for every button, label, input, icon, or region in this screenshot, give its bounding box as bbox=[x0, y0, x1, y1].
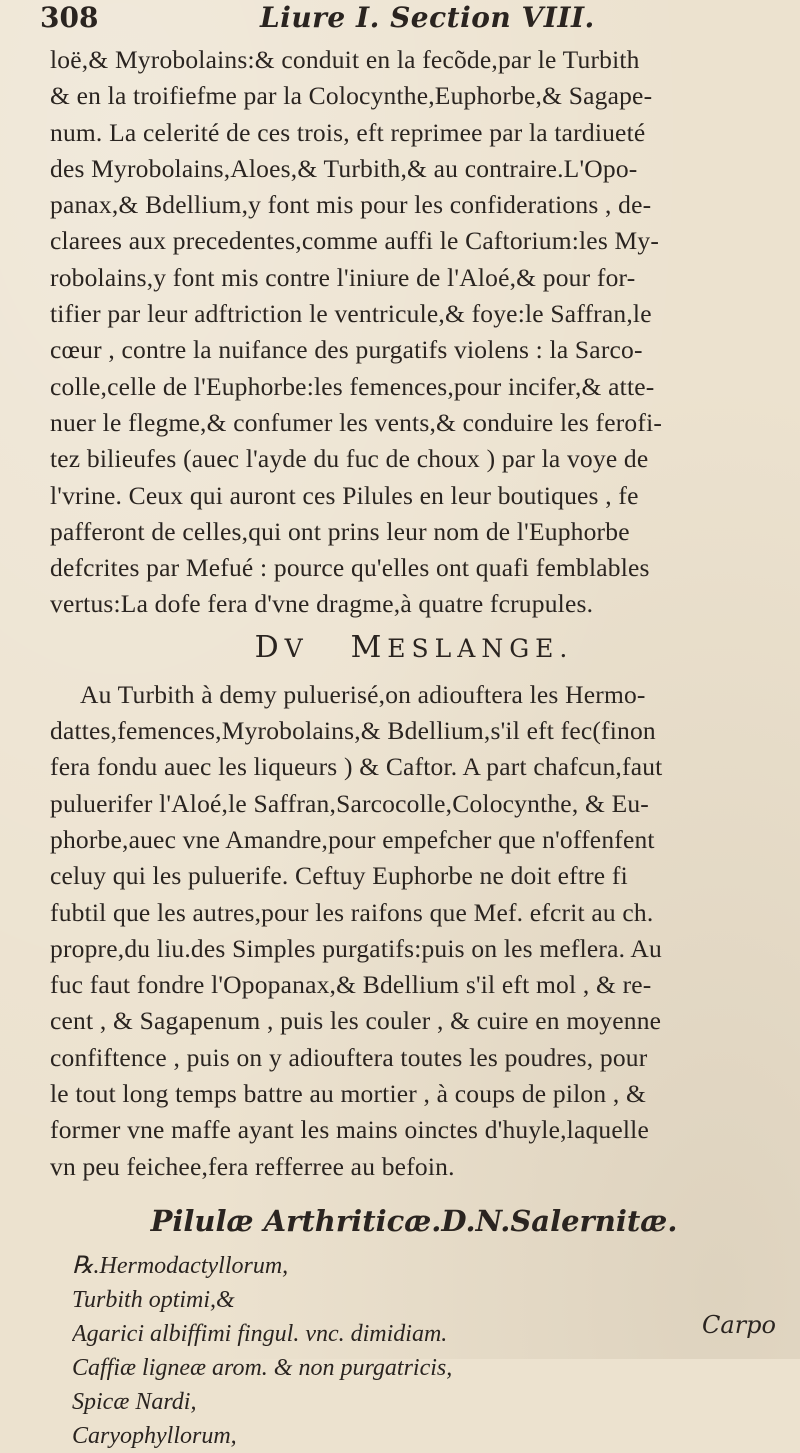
recipe-line: Agarici albiffimi fingul. vnc. dimidiam. bbox=[72, 1320, 448, 1347]
text-line: loë,& Myrobolains:& conduit en la fecõde,par le Turbith bbox=[50, 45, 640, 74]
text-line: colle,celle de l'Euphorbe:les femences,pour incifer,& atte- bbox=[50, 371, 655, 401]
page-number: 308 bbox=[40, 1, 99, 34]
text-line: former vne maffe ayant les mains oinctes d'huyle,laquelle bbox=[50, 1115, 649, 1145]
text-line: le tout long temps battre au mortier , à coups de pilon , & bbox=[50, 1079, 647, 1109]
recipe-line: Caryophyllorum, bbox=[72, 1422, 237, 1449]
text-line: l'vrine. Ceux qui auront ces Pilules en leur boutiques , fe bbox=[50, 480, 639, 510]
recipe-line: Spicæ Nardi, bbox=[72, 1388, 197, 1415]
paragraph-2 bbox=[50, 677, 778, 1185]
recipe-list bbox=[50, 1249, 778, 1453]
text-line: robolains,y font mis contre l'iniure de l'Aloé,& pour for- bbox=[50, 262, 636, 292]
heading-rest-2: ESLANGE. bbox=[387, 633, 574, 663]
running-head bbox=[40, 0, 778, 36]
text-line: fuc faut fondre l'Opopanax,& Bdellium s'il eft mol , & re- bbox=[50, 970, 652, 1000]
text-line: cœur , contre la nuifance des purgatifs violens : la Sarco- bbox=[50, 335, 643, 365]
heading-rest-1: V bbox=[284, 633, 309, 663]
recipe-line: Turbith optimi,& bbox=[72, 1286, 235, 1313]
text-line: puluerifer l'Aloé,le Saffran,Sarcocolle,Colocynthe, & Eu- bbox=[50, 788, 649, 818]
text-line: defcrites par Mefué : pource qu'elles ont quafi femblables bbox=[50, 553, 650, 583]
text-line: tifier par leur adftriction le ventricule,& foye:le Saffran,le bbox=[50, 299, 652, 329]
catchword: Carpo bbox=[702, 1311, 776, 1339]
text-line: cent , & Sagapenum , puis les couler , & cuire en moyenne bbox=[50, 1006, 662, 1036]
text-line: clarees aux precedentes,comme auffi le Caftorium:les My- bbox=[50, 226, 660, 256]
text-line: vertus:La dofe fera d'vne dragme,à quatre fcrupules. bbox=[50, 589, 594, 619]
text-line: tez bilieufes (auec l'ayde du fuc de choux ) par la voye de bbox=[50, 444, 649, 474]
running-title: Liure I. Section VIII. bbox=[260, 1, 595, 34]
text-line: vn peu feichee,fera refferree au befoin. bbox=[50, 1151, 455, 1181]
text-line: confiftence , puis on y adiouftera toutes les poudres, pour bbox=[50, 1042, 648, 1072]
text-line: des Myrobolains,Aloes,& Turbith,& au contraire.L'Opo- bbox=[50, 153, 638, 183]
text-line: nuer le flegme,& confumer les vents,& conduire les ferofi- bbox=[50, 407, 663, 437]
text-line: celuy qui les puluerife. Ceftuy Euphorbe ne doit eftre fi bbox=[50, 861, 628, 891]
text-line: phorbe,auec vne Amandre,pour empefcher que n'offenfent bbox=[50, 824, 655, 854]
section-heading bbox=[50, 629, 778, 667]
text-line: fubtil que les autres,pour les raifons que Mef. efcrit au ch. bbox=[50, 897, 654, 927]
heading-initial-m: M bbox=[350, 629, 388, 665]
paragraph-1 bbox=[50, 42, 778, 623]
text-line: pafferont de celles,qui ont prins leur nom de l'Euphorbe bbox=[50, 516, 630, 546]
recipe-line: ℞.Hermodactyllorum, bbox=[72, 1252, 289, 1279]
text-line: panax,& Bdellium,y font mis pour les confiderations , de- bbox=[50, 190, 652, 220]
text-line: dattes,femences,Myrobolains,& Bdellium,s'il eft fec(finon bbox=[50, 716, 656, 746]
text-line: propre,du liu.des Simples purgatifs:puis on les meflera. Au bbox=[50, 933, 662, 963]
recipe-title: Pilulæ Arthriticæ.D.N.Salernitæ. bbox=[150, 1203, 678, 1238]
heading-initial-d: D bbox=[254, 629, 285, 665]
text-line: Au Turbith à demy puluerisé,on adiouftera les Hermo- bbox=[80, 679, 646, 709]
text-line: fera fondu auec les liqueurs ) & Caftor. A part chafcun,faut bbox=[50, 752, 663, 782]
text-line: & en la troifiefme par la Colocynthe,Euphorbe,& Sagape- bbox=[50, 81, 653, 111]
recipe-line: Caffiæ ligneæ arom. & non purgatricis, bbox=[72, 1354, 453, 1381]
text-line: num. La celerité de ces trois, eft reprimee par la tardiueté bbox=[50, 117, 646, 147]
